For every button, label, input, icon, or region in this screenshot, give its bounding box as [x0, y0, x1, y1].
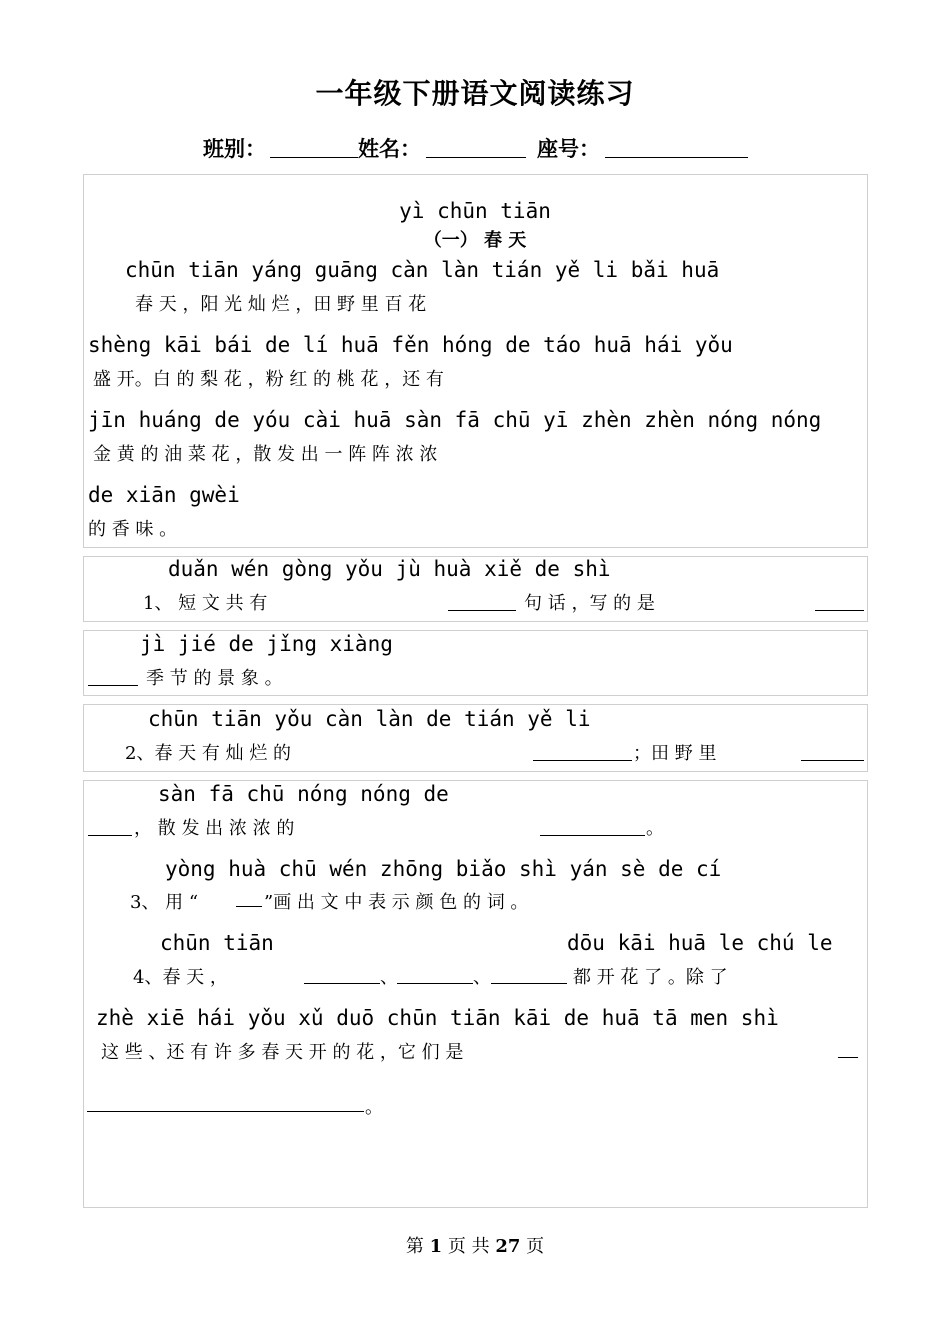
passage-title-pinyin: yì chūn tiān	[399, 199, 551, 223]
question-2-blank-3[interactable]	[88, 835, 132, 836]
footer-pre: 第	[405, 1236, 424, 1257]
question-4-separator: 、	[380, 967, 398, 988]
question-4-text-b: 都 开 花 了 。除 了	[573, 967, 728, 988]
seat-blank[interactable]	[605, 157, 748, 158]
question-4-blank-5[interactable]	[87, 1111, 364, 1112]
passage-pinyin-line: de xiān gwèi	[88, 483, 240, 507]
question-2-text-2: ， 散 发 出 浓 浓 的	[134, 818, 295, 839]
question-1-text: 1、 短 文 共 有	[143, 593, 268, 614]
question-4-pinyin-b: dōu kāi huā le chú le	[567, 931, 833, 955]
question-4-text-2: 这 些 、还 有 许 多 春 天 开 的 花 ，它 们 是	[101, 1042, 464, 1063]
question-4-pinyin-2: zhè xiē hái yǒu xǔ duō chūn tiān kāi de huā tā men shì	[96, 1006, 779, 1030]
question-1-pinyin: duǎn wén gòng yǒu jù huà xiě de shì	[168, 557, 611, 581]
question-4-text: 4、春 天 ，	[133, 967, 228, 988]
question-4-period: 。	[365, 1097, 383, 1118]
class-blank[interactable]	[270, 157, 358, 158]
question-1-pinyin-2: jì jié de jǐng xiàng	[140, 632, 393, 656]
page-title: 一年级下册语文阅读练习	[315, 77, 635, 110]
question-4-blank-2[interactable]	[397, 983, 473, 984]
question-1-blank-topic[interactable]	[815, 610, 864, 611]
name-blank[interactable]	[426, 157, 526, 158]
passage-title: （一） 春 天	[423, 230, 527, 251]
question-1-blank-season[interactable]	[88, 685, 138, 686]
footer-total-pages: 27	[495, 1236, 521, 1257]
question-4-blank-4[interactable]	[838, 1057, 858, 1058]
passage-text-line: 盛 开。白 的 梨 花 ，粉 红 的 桃 花 ，还 有	[93, 369, 444, 390]
question-3-pinyin: yòng huà chū wén zhōng biǎo shì yán sè de cí	[165, 857, 722, 881]
question-3-text-b: ”画 出 文 中 表 示 颜 色 的 词 。	[264, 892, 529, 913]
passage-text-line: 的 香 味 。	[88, 519, 178, 540]
question-4-separator: 、	[473, 967, 491, 988]
question-4-blank-3[interactable]	[491, 983, 567, 984]
name-label: 姓名：	[358, 137, 421, 161]
question-3-text: 3、 用 “	[130, 892, 199, 913]
passage-text-line: 金 黄 的 油 菜 花 ，散 发 出 一 阵 阵 浓 浓	[93, 444, 438, 465]
question-2-text-b: ；田 野 里	[633, 743, 717, 764]
footer-page-number: 1	[429, 1236, 443, 1257]
footer-post: 页	[526, 1236, 545, 1257]
question-2-blank-4[interactable]	[540, 835, 645, 836]
question-2-blank-2[interactable]	[801, 760, 864, 761]
question-1-blank-count[interactable]	[448, 610, 516, 611]
questions-box	[83, 780, 868, 1208]
question-3-underline-sample	[236, 906, 262, 907]
question-4-blank-1[interactable]	[304, 983, 380, 984]
passage-text-line: 春 天 ，阳 光 灿 烂 ，田 野 里 百 花	[135, 294, 427, 315]
question-2-pinyin: chūn tiān yǒu càn làn de tián yě li	[148, 707, 591, 731]
question-4-pinyin: chūn tiān	[160, 931, 274, 955]
passage-pinyin-line: shèng kāi bái de lí huā fěn hóng de táo huā hái yǒu	[88, 333, 733, 357]
question-2-period: 。	[646, 818, 664, 839]
footer-mid: 页 共	[447, 1236, 490, 1257]
passage-pinyin-line: jīn huáng de yóu cài huā sàn fā chū yī zhèn zhèn nóng nóng	[88, 408, 822, 432]
question-2-pinyin-2: sàn fā chū nóng nóng de	[158, 782, 449, 806]
question-2-blank-1[interactable]	[533, 760, 632, 761]
class-label: 班别：	[203, 137, 266, 161]
question-1-text-b: 句 话 ，写 的 是	[524, 593, 655, 614]
passage-pinyin-line: chūn tiān yáng guāng càn làn tián yě li bǎi huā	[125, 258, 720, 282]
page-footer	[0, 1232, 950, 1258]
question-1-text-2: 季 节 的 景 象 。	[146, 668, 283, 689]
question-2-text: 2、春 天 有 灿 烂 的	[125, 743, 292, 764]
seat-label: 座号：	[537, 137, 600, 161]
